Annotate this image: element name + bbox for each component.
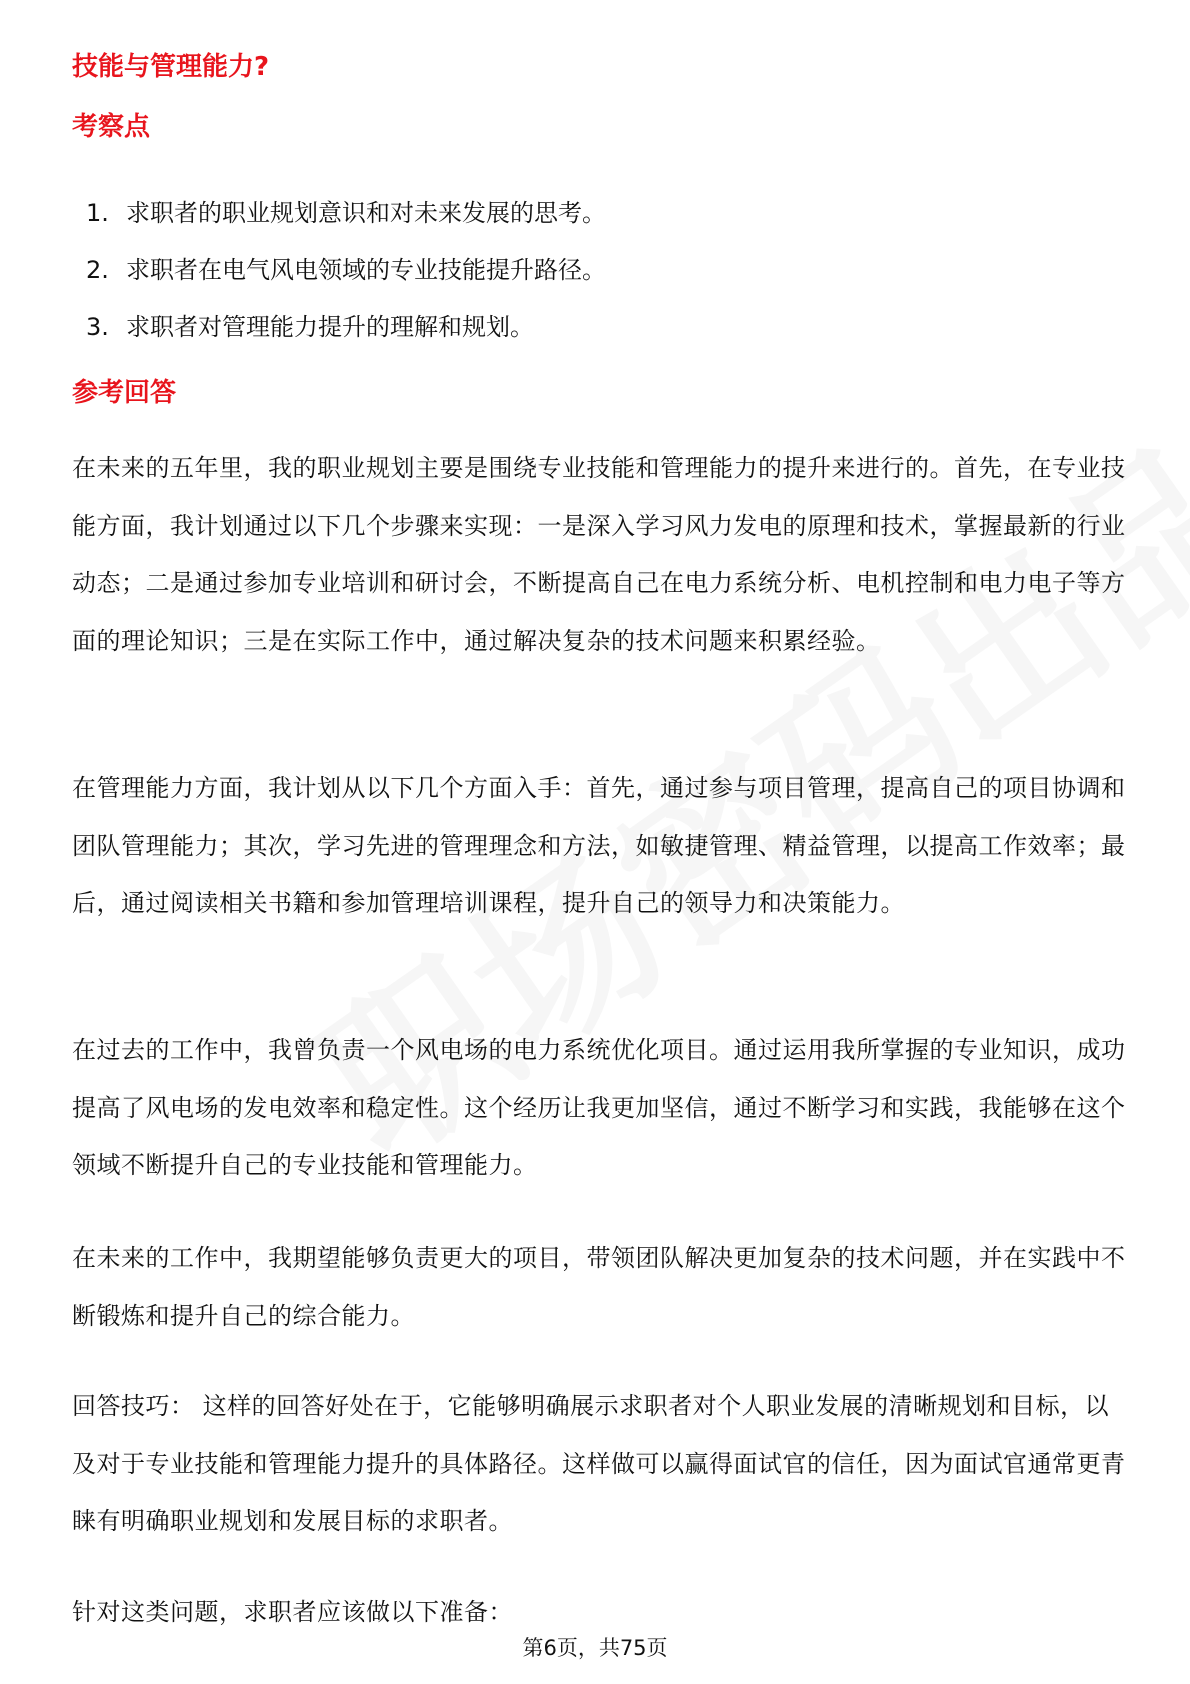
points-list: [86, 185, 606, 356]
list-number: 3.: [86, 313, 109, 341]
list-text: 求职者在电气风电领域的专业技能提升路径。: [126, 256, 606, 284]
answer-paragraph: 在未来的五年里，我的职业规划主要是围绕专业技能和管理能力的提升来进行的。首先，在专业技能方面，我计划通过以下几个步骤来实现：一是深入学习风力发电的原理和技术，掌握最新的行业动态；二是通过参加专业培训和研讨会，不断提高自己在电力系统分析、电机控制和电力电子等方面的理论知识；三是在实际工作中，通过解决复杂的技术问题来积累经验。: [72, 454, 1126, 655]
list-text: 求职者对管理能力提升的理解和规划。: [126, 313, 534, 341]
list-number: 1.: [86, 199, 109, 227]
preparation-intro: 针对这类问题，求职者应该做以下准备：: [72, 1598, 513, 1626]
points-heading: 考察点: [72, 112, 151, 142]
page-number-footer: 第6页，共75页: [522, 1636, 668, 1660]
list-item: [86, 185, 606, 242]
answer-paragraph: 在未来的工作中，我期望能够负责更大的项目，带领团队解决更加复杂的技术问题，并在实践中不断锻炼和提升自己的综合能力。: [72, 1244, 1126, 1330]
list-item: [86, 299, 606, 356]
answer-paragraph: 在过去的工作中，我曾负责一个风电场的电力系统优化项目。通过运用我所掌握的专业知识，成功提高了风电场的发电效率和稳定性。这个经历让我更加坚信，通过不断学习和实践，我能够在这个领域不断提升自己的专业技能和管理能力。: [72, 1036, 1126, 1180]
question-title: 技能与管理能力?: [72, 52, 270, 82]
list-item: [86, 242, 606, 299]
list-number: 2.: [86, 256, 109, 284]
tips-paragraph: 回答技巧： 这样的回答好处在于，它能够明确展示求职者对个人职业发展的清晰规划和目标，以及对于专业技能和管理能力提升的具体路径。这样做可以赢得面试官的信任，因为面试官通常更青睐有明确职业规划和发展目标的求职者。: [72, 1392, 1126, 1536]
list-text: 求职者的职业规划意识和对未来发展的思考。: [126, 199, 606, 227]
answer-heading: 参考回答: [72, 378, 177, 408]
answer-paragraph: 在管理能力方面，我计划从以下几个方面入手：首先，通过参与项目管理，提高自己的项目协调和团队管理能力；其次，学习先进的管理理念和方法，如敏捷管理、精益管理，以提高工作效率；最后，通过阅读相关书籍和参加管理培训课程，提升自己的领导力和决策能力。: [72, 774, 1126, 918]
